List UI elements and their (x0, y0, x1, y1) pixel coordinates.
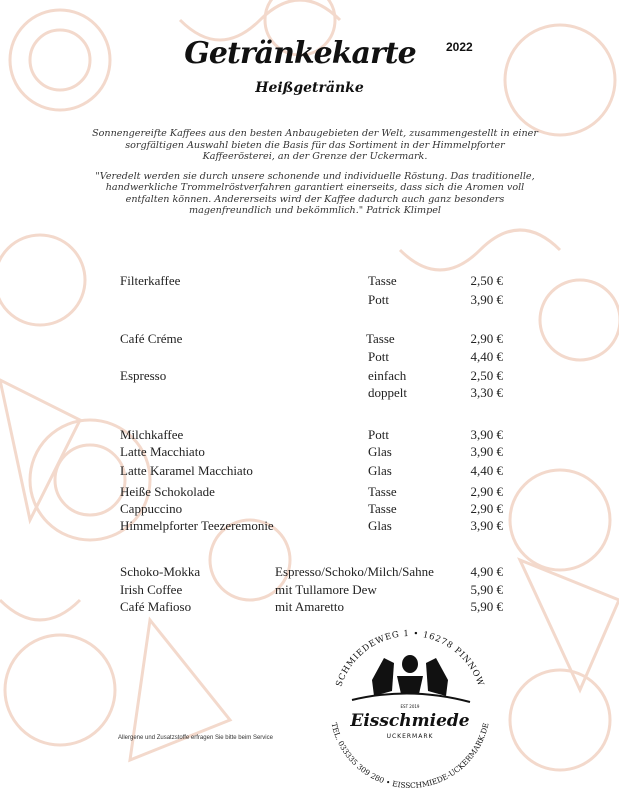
item-name: Milchkaffee (120, 427, 184, 442)
item-size: einfach (368, 368, 407, 383)
menu-item (0, 427, 619, 443)
item-name: Himmelpforter Teezeremonie (120, 518, 274, 533)
item-size: Glas (368, 444, 392, 459)
item-size: Glas (368, 463, 392, 478)
item-size: Tasse (368, 484, 397, 499)
item-price: 3,30 € (470, 385, 503, 400)
logo-brand: Eisschmiede (350, 711, 470, 731)
menu-item (0, 385, 619, 401)
menu-item (0, 501, 619, 517)
menu-item (0, 564, 619, 580)
page-title: Getränkekarte (184, 36, 416, 71)
menu-item (0, 599, 619, 615)
logo-address: SCHMIEDEWEG 1 • 16278 PINNOW (334, 628, 486, 689)
item-price: 2,50 € (470, 368, 503, 383)
item-name: Irish Coffee (120, 582, 183, 597)
logo-est: EST 2019 (400, 704, 420, 709)
menu-item (0, 273, 619, 289)
item-price: 4,90 € (470, 564, 503, 579)
item-name: Latte Macchiato (120, 444, 205, 459)
menu-item (0, 463, 619, 479)
item-price: 5,90 € (470, 582, 503, 597)
menu-item (0, 518, 619, 534)
item-price: 3,90 € (470, 444, 503, 459)
item-size: Glas (368, 518, 392, 533)
intro-section (90, 128, 540, 225)
item-price: 2,90 € (470, 501, 503, 516)
item-size: Tasse (368, 501, 397, 516)
menu-item (0, 368, 619, 384)
menu-item (0, 292, 619, 308)
item-price: 4,40 € (470, 463, 503, 478)
page-subtitle: Heißgetränke (255, 80, 364, 96)
item-size: Pott (368, 292, 389, 307)
item-price: 5,90 € (470, 599, 503, 614)
item-price: 3,90 € (470, 292, 503, 307)
menu-item (0, 349, 619, 365)
item-price: 2,90 € (470, 331, 503, 346)
menu-item (0, 582, 619, 598)
item-name: Café Créme (120, 331, 183, 346)
item-name: Schoko-Mokka (120, 564, 201, 579)
item-name: Heiße Schokolade (120, 484, 215, 499)
item-size: mit Tullamore Dew (275, 582, 377, 597)
item-price: 3,90 € (470, 518, 503, 533)
item-size: Tasse (368, 273, 397, 288)
item-price: 3,90 € (470, 427, 503, 442)
item-size: doppelt (368, 385, 407, 400)
logo-sub: UCKERMARK (386, 733, 434, 740)
year-label: 2022 (446, 40, 473, 54)
logo-contact: TEL. 033335 309 280 • EISSCHMIEDE-UCKERMARK.DE (329, 721, 491, 791)
allergen-note: Allergene und Zusatzstoffe erfragen Sie bitte beim Service (118, 735, 273, 741)
blacksmiths-icon (352, 655, 470, 702)
item-name: Latte Karamel Macchiato (120, 463, 253, 478)
item-name: Cappuccino (120, 501, 183, 516)
item-size: Pott (368, 427, 389, 442)
item-size: mit Amaretto (275, 599, 344, 614)
item-price: 2,90 € (470, 484, 503, 499)
svg-text:TEL. 033335 309 280 • EISSCHMI (329, 722, 490, 790)
eisschmiede-logo (320, 618, 500, 800)
item-name: Espresso (120, 368, 167, 383)
menu-item (0, 444, 619, 460)
item-price: 4,40 € (470, 349, 503, 364)
item-size: Pott (368, 349, 389, 364)
item-price: 2,50 € (470, 273, 503, 288)
intro-quote: "Veredelt werden sie durch unsere schonende und individuelle Röstung. Das traditionelle, handwerkliche Trommelröstverfahren garantiert einerseits, dass sich die Aromen voll entfalten können. Andererseits wird der Kaffee dadurch auch ganz besonders magenfreundlich und bekömmlich." Patrick Klimpel (95, 170, 535, 216)
item-name: Café Mafioso (120, 599, 192, 614)
item-name: Filterkaffee (120, 273, 181, 288)
menu-item (0, 484, 619, 500)
item-size: Tasse (366, 331, 395, 346)
item-size: Espresso/Schoko/Milch/Sahne (275, 564, 434, 579)
menu-item (0, 331, 619, 347)
intro-paragraph: Sonnengereifte Kaffees aus den besten Anbaugebieten der Welt, zusammengestellt in einer sorgfältigen Auswahl bieten die Basis für das Sortiment in der Himmelpforter Kaffeerösterei, an der Grenze der Uckermark. (92, 128, 538, 162)
